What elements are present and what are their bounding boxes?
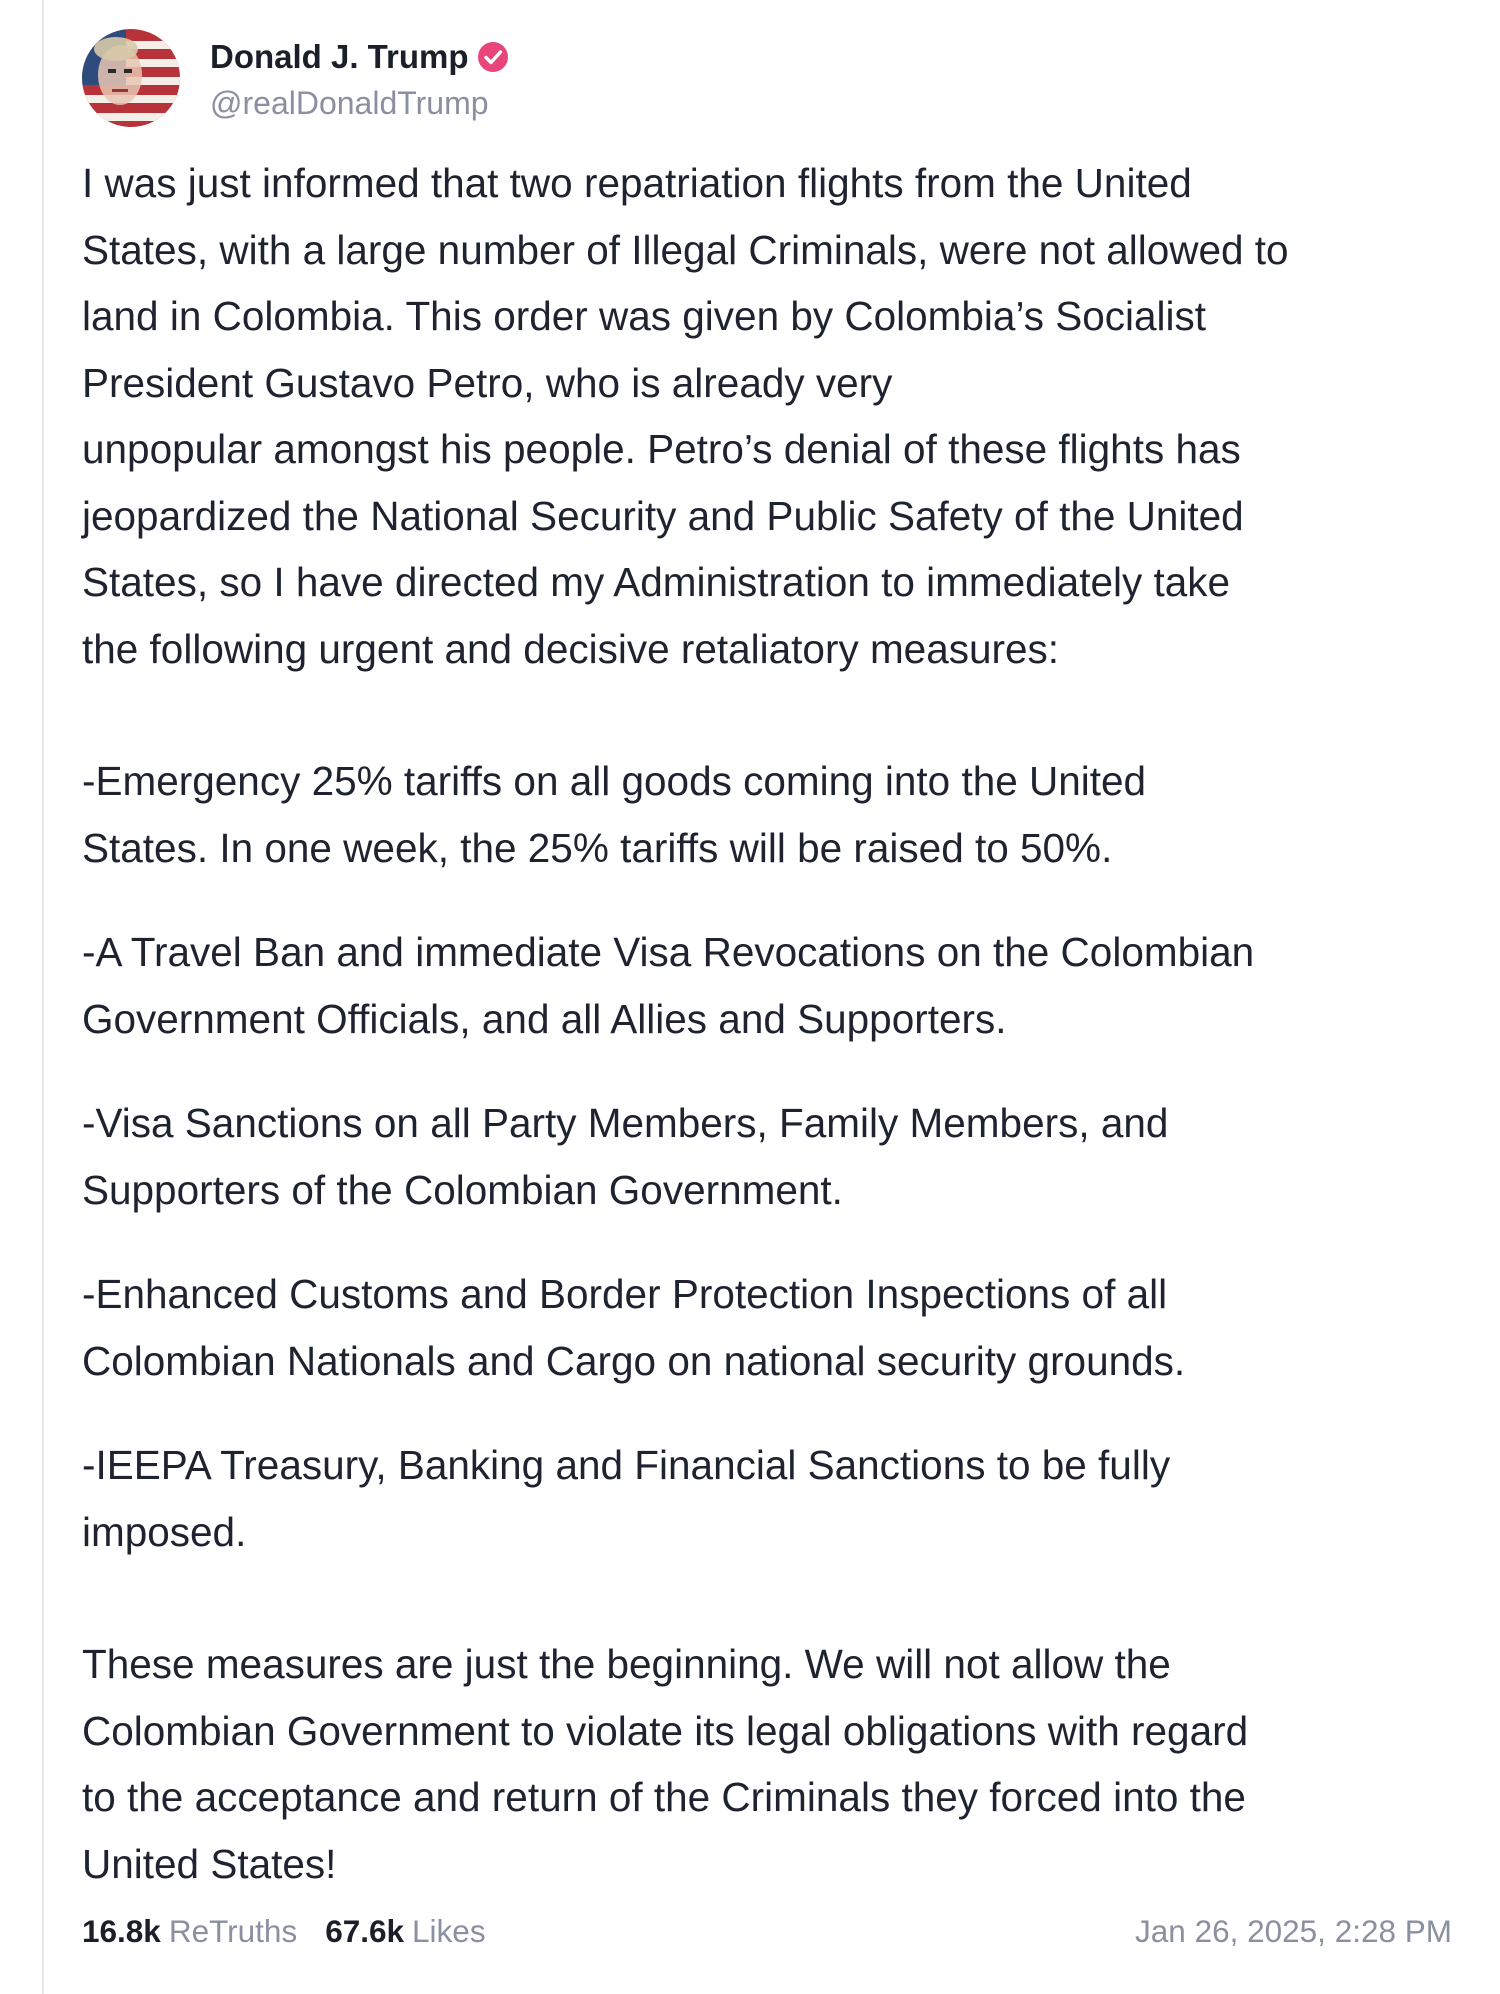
- post-footer: [82, 1908, 1452, 1954]
- closing-line: These measures are just the beginning. We will not allow the: [82, 1641, 1171, 1687]
- measure-item: [82, 1261, 1452, 1394]
- post-card: [82, 28, 1452, 1978]
- likes-stat[interactable]: [325, 1913, 485, 1950]
- post-timestamp[interactable]: Jan 26, 2025, 2:28 PM: [1135, 1912, 1452, 1949]
- retruths-label: ReTruths: [168, 1912, 298, 1949]
- intro-line: States, so I have directed my Administration to immediately take: [82, 559, 1231, 605]
- likes-label: Likes: [412, 1912, 486, 1949]
- measure-line: -Visa Sanctions on all Party Members, Family Members, and: [82, 1100, 1169, 1146]
- closing-paragraph: [82, 1631, 1452, 1897]
- intro-line: I was just informed that two repatriation flights from the United: [82, 160, 1192, 206]
- measure-item: [82, 1090, 1452, 1223]
- measure-line: Colombian Nationals and Cargo on national security grounds.: [82, 1337, 1186, 1384]
- name-row: [210, 35, 509, 79]
- measure-item: [82, 748, 1452, 881]
- measure-line: Government Officials, and all Allies and Supporters.: [82, 995, 1007, 1042]
- measure-line: Supporters of the Colombian Government.: [82, 1166, 843, 1213]
- retruths-count: 16.8k: [82, 1912, 161, 1949]
- intro-line: the following urgent and decisive retaliatory measures:: [82, 625, 1060, 672]
- intro-line: unpopular amongst his people. Petro’s denial of these flights has: [82, 426, 1241, 472]
- author-handle[interactable]: @realDonaldTrump: [210, 84, 489, 121]
- intro-line: jeopardized the National Security and Public Safety of the United: [82, 492, 1244, 539]
- measure-line: -A Travel Ban and immediate Visa Revocations on the Colombian: [82, 929, 1255, 975]
- user-avatar-flag-icon: [82, 29, 180, 127]
- verified-badge-icon: [477, 41, 509, 73]
- measure-line: States. In one week, the 25% tariffs will be raised to 50%.: [82, 824, 1113, 871]
- intro-line: land in Colombia. This order was given by Colombia’s Socialist: [82, 293, 1207, 339]
- post-header: [82, 28, 1452, 128]
- closing-line: Colombian Government to violate its legal obligations with regard: [82, 1707, 1249, 1754]
- intro-line: States, with a large number of Illegal Criminals, were not allowed to: [82, 226, 1289, 273]
- measure-item: [82, 919, 1452, 1052]
- measure-line: -IEEPA Treasury, Banking and Financial Sanctions to be fully: [82, 1442, 1171, 1488]
- post-body: [82, 150, 1452, 1897]
- author-display-name[interactable]: Donald J. Trump: [210, 37, 469, 75]
- author-identity: [210, 35, 509, 122]
- intro-line: President Gustavo Petro, who is already very: [82, 359, 893, 406]
- left-divider: [42, 0, 44, 1994]
- closing-line: United States!: [82, 1840, 337, 1887]
- measure-line: -Enhanced Customs and Border Protection Inspections of all: [82, 1271, 1168, 1317]
- measure-line: imposed.: [82, 1508, 247, 1555]
- measure-item: [82, 1432, 1452, 1565]
- intro-paragraph: [82, 150, 1452, 682]
- likes-count: 67.6k: [325, 1912, 405, 1949]
- avatar[interactable]: [82, 29, 180, 127]
- retruths-stat[interactable]: [82, 1913, 297, 1950]
- measure-line: -Emergency 25% tariffs on all goods coming into the United: [82, 758, 1147, 804]
- closing-line: to the acceptance and return of the Criminals they forced into the: [82, 1774, 1246, 1820]
